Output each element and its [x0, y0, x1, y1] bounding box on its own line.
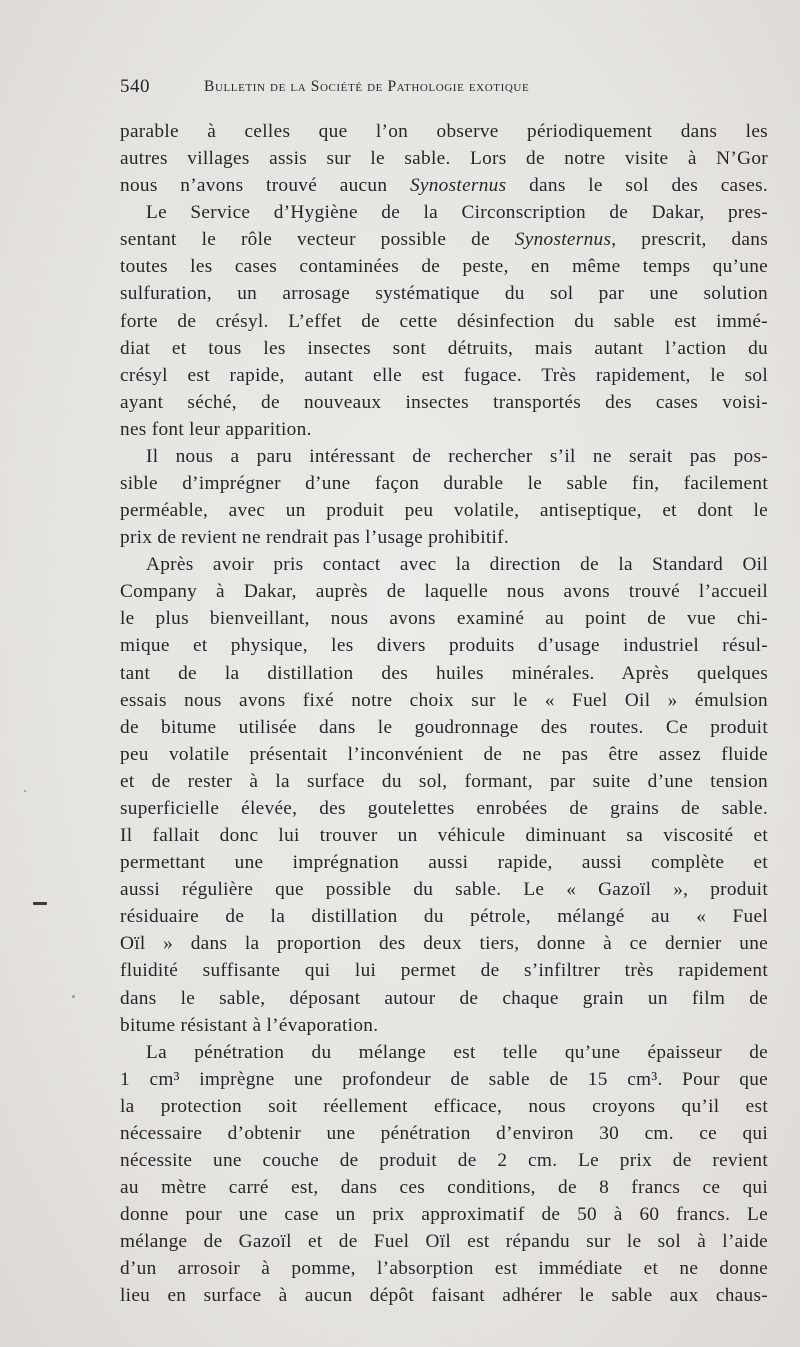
journal-title: Bulletin de la Société de Pathologie exotique	[204, 78, 530, 95]
text-line: dans le sable, déposant autour de chaque grain un film de	[120, 987, 768, 1009]
text-line: Il fallait donc lui trouver un véhicule diminuant sa viscosité et	[120, 825, 768, 847]
text-line: mique et physique, les divers produits d’usage industriel résul-	[120, 635, 768, 657]
text-line: prix de revient ne rendrait pas l’usage prohibitif.	[120, 527, 510, 549]
text-line: forte de crésyl. L’effet de cette désinfection du sable est immé-	[120, 310, 768, 332]
text-line: la protection soit réellement efficace, nous croyons qu’il est	[120, 1095, 768, 1117]
text-line: au mètre carré est, dans ces conditions, de 8 francs ce qui	[120, 1177, 768, 1199]
text-line: Oïl » dans la proportion des deux tiers, donne à ce dernier une	[120, 933, 768, 955]
text-line: toutes les cases contaminées de peste, en même temps qu’une	[120, 256, 768, 278]
text-line: diat et tous les insectes sont détruits, mais autant l’action du	[120, 337, 768, 359]
paper-speck	[72, 995, 75, 998]
text-line: nes font leur apparition.	[120, 418, 312, 440]
text-line: et de rester à la surface du sol, formant, par suite d’une tension	[120, 770, 768, 792]
text-line: de bitume utilisée dans le goudronnage des routes. Ce produit	[120, 716, 768, 738]
text-line: Le Service d’Hygiène de la Circonscription de Dakar, pres-	[146, 202, 768, 224]
text-line: peu volatile présentait l’inconvénient de ne pas être assez fluide	[120, 743, 768, 765]
margin-mark	[33, 902, 47, 905]
text-line: d’un arrosoir à pomme, l’absorption est immédiate et ne donne	[120, 1258, 768, 1280]
text-line: Company à Dakar, auprès de laquelle nous avons trouvé l’accueil	[120, 581, 768, 603]
text-line: essais nous avons fixé notre choix sur le « Fuel Oil » émulsion	[120, 689, 768, 711]
text-line: Après avoir pris contact avec la direction de la Standard Oil	[146, 554, 768, 576]
text-line: résiduaire de la distillation du pétrole, mélangé au « Fuel	[120, 906, 768, 928]
paper-speck	[24, 790, 26, 792]
text-line: sentant le rôle vecteur possible de Synosternus, prescrit, dans	[120, 229, 768, 251]
text-line: Il nous a paru intéressant de rechercher s’il ne serait pas pos-	[146, 445, 768, 467]
body-text	[120, 118, 768, 1309]
text-line: le plus bienveillant, nous avons examiné au point de vue chi-	[120, 608, 768, 630]
text-line: nécessaire d’obtenir une pénétration d’environ 30 cm. ce qui	[120, 1122, 768, 1144]
text-line: parable à celles que l’on observe périodiquement dans les	[120, 121, 768, 142]
text-line: ayant séché, de nouveaux insectes transportés des cases voisi-	[120, 391, 768, 413]
text-line: fluidité suffisante qui lui permet de s’infiltrer très rapidement	[120, 960, 768, 982]
text-line: sible d’imprégner d’une façon durable le sable fin, facilement	[120, 473, 768, 495]
italic-genus-name: Synosternus	[409, 175, 507, 197]
page-number: 540	[120, 76, 150, 97]
text-line: aussi régulière que possible du sable. Le « Gazoïl », produit	[120, 879, 768, 901]
text-line: crésyl est rapide, autant elle est fugace. Très rapidement, le sol	[120, 364, 768, 386]
text-line: sulfuration, un arrosage systématique du sol par une solution	[120, 283, 768, 305]
text-line: permettant une imprégnation aussi rapide, aussi complète et	[120, 852, 768, 874]
running-head	[120, 76, 680, 102]
text-line: superficielle élevée, des goutelettes enrobées de grains de sable.	[120, 797, 768, 819]
text-line: La pénétration du mélange est telle qu’une épaisseur de	[146, 1041, 768, 1063]
italic-genus-name: Synosternus	[514, 229, 612, 251]
text-line: autres villages assis sur le sable. Lors de notre visite à N’Gor	[120, 148, 768, 170]
text-line: mélange de Gazoïl et de Fuel Oïl est répandu sur le sol à l’aide	[120, 1231, 768, 1253]
text-line: perméable, avec un produit peu volatile, antiseptique, et dont le	[120, 500, 768, 522]
text-line: nous n’avons trouvé aucun Synosternus dans le sol des cases.	[120, 175, 768, 197]
text-line: donne pour une case un prix approximatif de 50 à 60 francs. Le	[120, 1204, 768, 1226]
text-line: bitume résistant à l’évaporation.	[120, 1014, 379, 1036]
text-line: lieu en surface à aucun dépôt faisant adhérer le sable aux chaus-	[120, 1285, 768, 1307]
text-line: nécessite une couche de produit de 2 cm. Le prix de revient	[120, 1149, 768, 1171]
text-line: 1 cm³ imprègne une profondeur de sable de 15 cm³. Pour que	[120, 1068, 768, 1090]
text-line: tant de la distillation des huiles minérales. Après quelques	[120, 662, 768, 684]
